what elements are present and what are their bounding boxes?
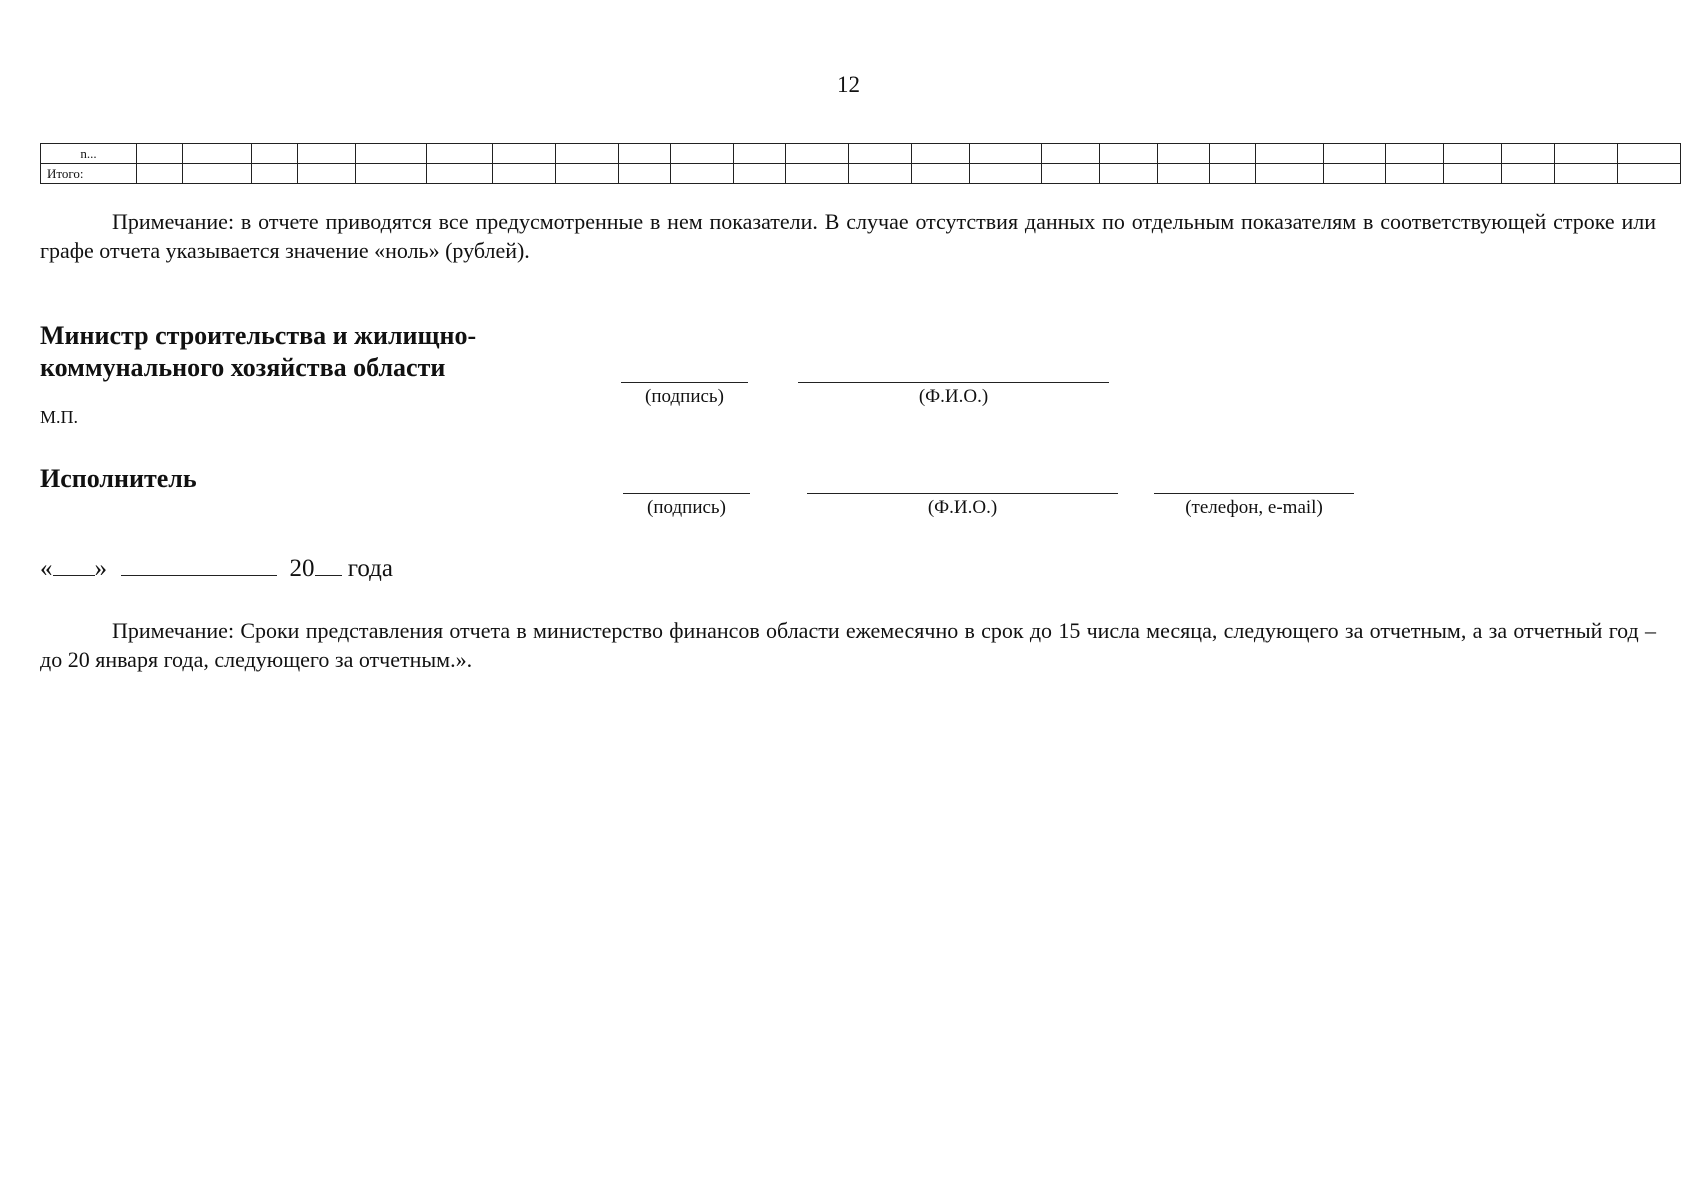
table-cell <box>734 144 786 164</box>
minister-title-line: коммунального хозяйства области <box>40 353 446 382</box>
note-zero-values: Примечание: в отчете приводятся все предусмотренные в нем показатели. В случае отсутствия данных по отдельным показателям в соответствующей строке или графе отчета указывается значение «ноль» (рублей). <box>40 209 1656 263</box>
table-cell <box>1042 164 1100 184</box>
minister-title <box>40 320 476 384</box>
report-table <box>40 143 1681 184</box>
table-cell <box>1210 144 1256 164</box>
table-row-label: Итого: <box>41 164 137 184</box>
table-cell <box>671 164 734 184</box>
table-cell <box>1324 164 1386 184</box>
table-cell <box>252 144 298 164</box>
table-cell <box>671 144 734 164</box>
table-cell <box>1444 164 1502 184</box>
table-cell <box>786 164 849 184</box>
table-cell <box>356 164 427 184</box>
table-cell <box>1256 164 1324 184</box>
table-cell <box>493 144 556 164</box>
executor-signature-caption: (подпись) <box>647 497 726 518</box>
table-cell <box>1256 144 1324 164</box>
executor-signature-line <box>623 493 750 494</box>
table-cell <box>970 144 1042 164</box>
table-cell <box>1555 144 1618 164</box>
table-cell <box>1444 144 1502 164</box>
table-cell <box>619 164 671 184</box>
table-cell <box>427 164 493 184</box>
table-cell <box>356 144 427 164</box>
day-blank <box>53 553 95 576</box>
table-cell <box>849 144 912 164</box>
table-cell <box>1618 144 1681 164</box>
table-cell <box>1100 164 1158 184</box>
table-cell <box>183 144 252 164</box>
table-cell <box>137 164 183 184</box>
table-cell <box>1502 164 1555 184</box>
table-cell <box>849 164 912 184</box>
minister-title-line: Министр строительства и жилищно- <box>40 321 477 350</box>
minister-name-line <box>798 382 1109 383</box>
table-cell <box>912 164 970 184</box>
year-suffix: года <box>347 555 393 582</box>
table-cell <box>970 164 1042 184</box>
table-cell <box>1502 144 1555 164</box>
minister-name-caption: (Ф.И.О.) <box>918 386 989 407</box>
table-cell <box>734 164 786 184</box>
table-cell <box>183 164 252 184</box>
table-cell <box>1324 144 1386 164</box>
year-prefix: 20 <box>289 555 315 582</box>
table-cell <box>1100 144 1158 164</box>
table-cell <box>1386 164 1444 184</box>
table-row <box>41 164 1681 184</box>
table-cell <box>556 164 619 184</box>
table-cell <box>1158 164 1210 184</box>
date-open-quote: « <box>40 555 53 582</box>
table-cell <box>1042 144 1100 164</box>
executor-contact-line <box>1154 493 1354 494</box>
table-cell <box>1210 164 1256 184</box>
table-cell <box>619 144 671 164</box>
year-blank <box>315 553 342 576</box>
month-blank <box>121 553 277 576</box>
stamp-placeholder: М.П. <box>40 407 79 427</box>
table-cell <box>298 164 356 184</box>
minister-signature-line <box>621 382 748 383</box>
table-cell <box>1618 164 1681 184</box>
date-field <box>40 553 393 585</box>
date-close-quote: » <box>94 555 107 582</box>
executor-name-line <box>807 493 1118 494</box>
executor-name-caption: (Ф.И.О.) <box>927 497 998 518</box>
table-row-label: n... <box>41 144 137 164</box>
table-cell <box>252 164 298 184</box>
table-cell <box>427 144 493 164</box>
note-reporting-deadlines: Примечание: Сроки представления отчета в министерство финансов области ежемесячно в срок до 15 числа месяца, следующего за отчетным, а за отчетный год – до 20 января года, следующего за отчетным.». <box>40 618 1656 672</box>
executor-contact-caption: (телефон, e-mail) <box>1185 497 1323 518</box>
table-cell <box>1555 164 1618 184</box>
minister-signature-caption: (подпись) <box>645 386 724 407</box>
table-row <box>41 144 1681 164</box>
table-cell <box>493 164 556 184</box>
table-cell <box>1158 144 1210 164</box>
table-cell <box>786 144 849 164</box>
table-cell <box>1386 144 1444 164</box>
table-cell <box>556 144 619 164</box>
executor-title: Исполнитель <box>40 464 197 493</box>
page-number: 12 <box>837 72 860 97</box>
table-cell <box>298 144 356 164</box>
table-cell <box>137 144 183 164</box>
table-cell <box>912 144 970 164</box>
